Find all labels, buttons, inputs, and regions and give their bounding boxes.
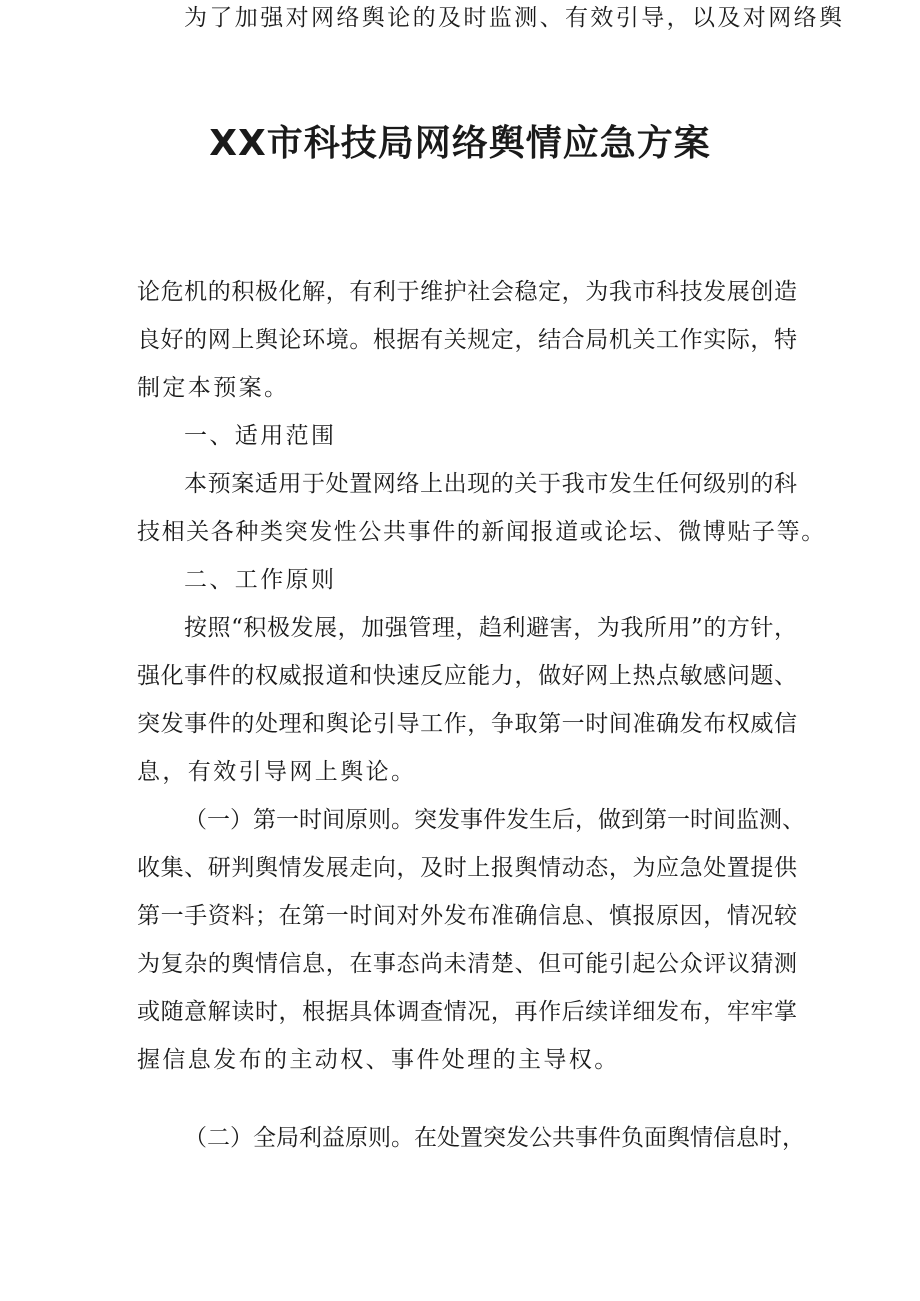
paragraph-line: 收集、研判舆情发展走向，及时上报舆情动态，为应急处置提供 [137,855,797,881]
paragraph-line: 强化事件的权威报道和快速反应能力，做好网上热点敏感问题、 [137,663,797,689]
paragraph-line: 本预案适用于处置网络上出现的关于我市发生任何级别的科 [184,471,797,497]
paragraph-line: 按照“积极发展，加强管理，趋利避害，为我所用”的方针， [184,615,797,641]
section-heading: 一、适用范围 [184,423,337,449]
paragraph-line: 良好的网上舆论环境。根据有关规定，结合局机关工作实际，特 [137,327,797,353]
paragraph-line: 论危机的积极化解，有利于维护社会稳定，为我市科技发展创造 [137,279,797,305]
section-heading: 二、工作原则 [184,567,337,593]
paragraph-line: 技相关各种类突发性公共事件的新闻报道或论坛、微博贴子等。 [137,519,826,545]
paragraph-line: 制定本预案。 [137,375,290,401]
paragraph-line: 握信息发布的主动权、事件处理的主导权。 [137,1047,620,1073]
paragraph-line: 突发事件的处理和舆论引导工作，争取第一时间准确发布权威信 [137,711,797,737]
paragraph-line: 第一手资料；在第一时间对外发布准确信息、慎报原因，情况较 [137,903,797,929]
paragraph-line: （一）第一时间原则。突发事件发生后，做到第一时间监测、 [184,807,805,833]
document-title: XX市科技局网络舆情应急方案 [209,123,711,164]
paragraph-line: 息，有效引导网上舆论。 [137,759,417,785]
paragraph-line: 为复杂的舆情信息，在事态尚未清楚、但可能引起公众评议猜测 [137,951,797,977]
paragraph-line: 或随意解读时，根据具体调查情况，再作后续详细发布，牢牢掌 [137,999,797,1025]
paragraph-line: 为了加强对网络舆论的及时监测、有效引导，以及对网络舆 [184,5,845,31]
paragraph-line: （二）全局利益原则。在处置突发公共事件负面舆情信息时， [184,1125,805,1151]
